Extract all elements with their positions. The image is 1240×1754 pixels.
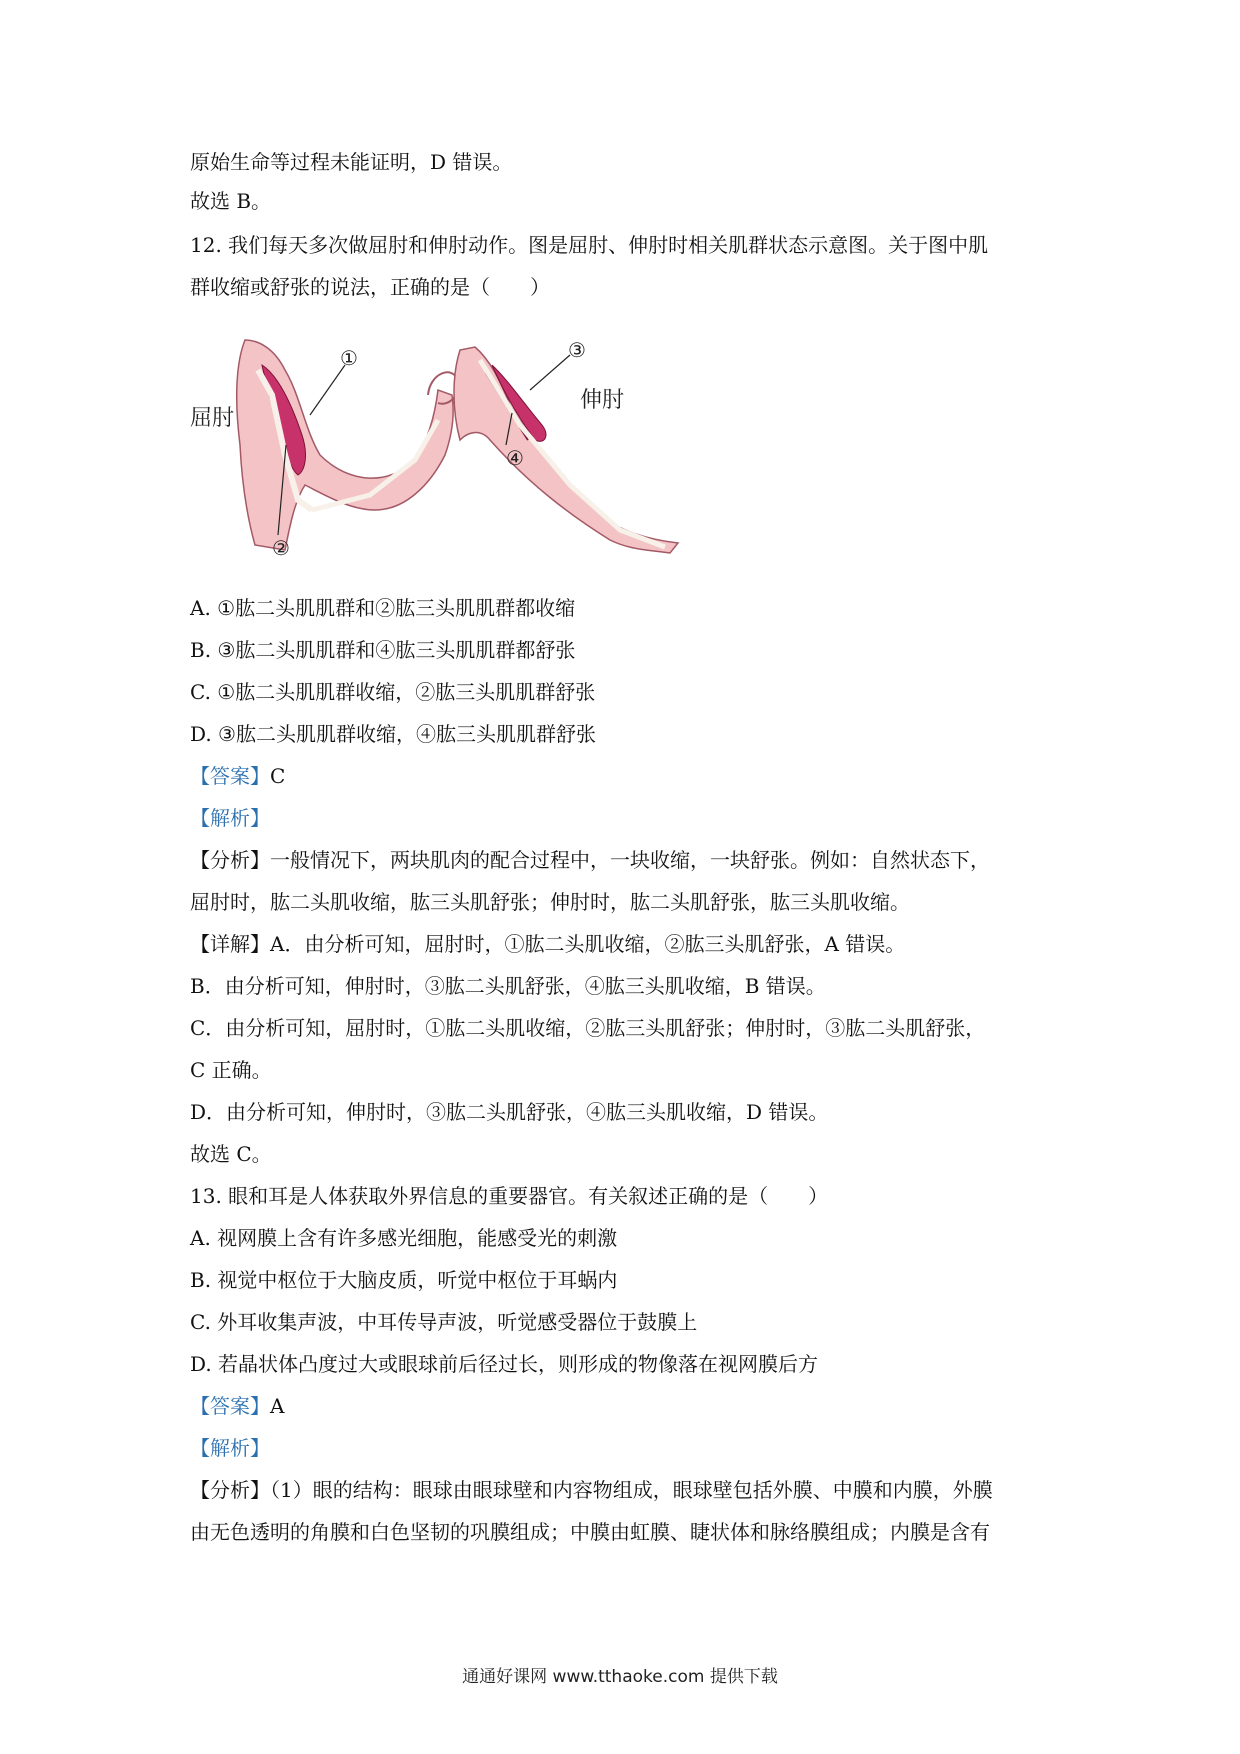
marker-3: ③ xyxy=(568,338,586,362)
q13-analysis-heading xyxy=(190,1434,1060,1462)
answer-tag: 【答案】 xyxy=(190,764,270,788)
fenxi-tag: 【分析】 xyxy=(190,1478,270,1502)
q13-answer xyxy=(190,1392,1060,1420)
q12-detail-d: D．由分析可知，伸肘时，③肱二头肌舒张，④肱三头肌收缩，D 错误。 xyxy=(190,1100,829,1124)
q12-option-b: B. ③肱二头肌肌群和④肱三头肌肌群都舒张 xyxy=(190,638,576,662)
q13-fenxi-line2: 由无色透明的角膜和白色坚韧的巩膜组成；中膜由虹膜、睫状体和脉络膜组成；内膜是含有 xyxy=(190,1520,990,1544)
q12-fenxi-line2: 屈肘时，肱二头肌收缩，肱三头肌舒张；伸肘时，肱二头肌舒张，肱三头肌收缩。 xyxy=(190,890,910,914)
q12-stem-line2: 群收缩或舒张的说法，正确的是（ ） xyxy=(190,275,550,299)
analysis-tag: 【解析】 xyxy=(190,806,270,830)
answer-value: C xyxy=(270,764,286,788)
fenxi-text: （1）眼的结构：眼球由眼球壁和内容物组成，眼球壁包括外膜、中膜和内膜，外膜 xyxy=(270,1478,993,1502)
marker-1: ① xyxy=(340,346,358,370)
q13-option-b: B. 视觉中枢位于大脑皮质，听觉中枢位于耳蜗内 xyxy=(190,1268,618,1292)
detail-a-text: A．由分析可知，屈肘时，①肱二头肌收缩，②肱三头肌舒张，A 错误。 xyxy=(270,932,906,956)
extended-arm-illustration xyxy=(454,347,678,553)
label-ext: 伸肘 xyxy=(580,388,625,413)
marker-2: ② xyxy=(272,536,290,560)
analysis-tag: 【解析】 xyxy=(190,1436,270,1460)
q12-option-a: A. ①肱二头肌肌群和②肱三头肌肌群都收缩 xyxy=(190,596,576,620)
q11-choice: 故选 B。 xyxy=(190,189,272,213)
q13-stem: 13. 眼和耳是人体获取外界信息的重要器官。有关叙述正确的是（ ） xyxy=(190,1184,829,1208)
q13-option-d: D. 若晶状体凸度过大或眼球前后径过长，则形成的物像落在视网膜后方 xyxy=(190,1352,819,1376)
q12-option-d: D. ③肱二头肌肌群收缩，④肱三头肌肌群舒张 xyxy=(190,722,596,746)
q12-detail-c1: C．由分析可知，屈肘时，①肱二头肌收缩，②肱三头肌舒张；伸肘时，③肱二头肌舒张， xyxy=(190,1016,986,1040)
q12-choice: 故选 C。 xyxy=(190,1142,272,1166)
answer-tag: 【答案】 xyxy=(190,1394,270,1418)
fenxi-text: 一般情况下，两块肌肉的配合过程中，一块收缩，一块舒张。例如：自然状态下， xyxy=(270,848,990,872)
marker-4: ④ xyxy=(506,446,524,470)
q12-fenxi-line1 xyxy=(190,846,1060,874)
q13-option-c: C. 外耳收集声波，中耳传导声波，听觉感受器位于鼓膜上 xyxy=(190,1310,698,1334)
q13-option-a: A. 视网膜上含有许多感光细胞，能感受光的刺激 xyxy=(190,1226,618,1250)
detail-tag: 【详解】 xyxy=(190,932,270,956)
arm-muscle-figure xyxy=(190,335,770,575)
q12-stem-line1: 12. 我们每天多次做屈肘和伸肘动作。图是屈肘、伸肘时相关肌群状态示意图。关于图中肌 xyxy=(190,233,989,257)
q12-detail-c2: C 正确。 xyxy=(190,1058,272,1082)
answer-value: A xyxy=(270,1394,285,1418)
fenxi-tag: 【分析】 xyxy=(190,848,270,872)
q13-fenxi-line1 xyxy=(190,1476,1060,1504)
q11-conclusion: 原始生命等过程未能证明，D 错误。 xyxy=(190,150,513,174)
q12-option-c: C. ①肱二头肌肌群收缩，②肱三头肌肌群舒张 xyxy=(190,680,596,704)
q12-detail-b: B．由分析可知，伸肘时，③肱二头肌舒张，④肱三头肌收缩，B 错误。 xyxy=(190,974,826,998)
q12-analysis-heading xyxy=(190,804,1060,832)
q12-answer xyxy=(190,762,1060,790)
q12-detail-a xyxy=(190,930,1060,958)
flexed-arm-illustration xyxy=(237,340,459,550)
label-flex: 屈肘 xyxy=(190,406,235,431)
page-footer: 通通好课网 www.tthaoke.com 提供下载 xyxy=(462,1667,778,1687)
